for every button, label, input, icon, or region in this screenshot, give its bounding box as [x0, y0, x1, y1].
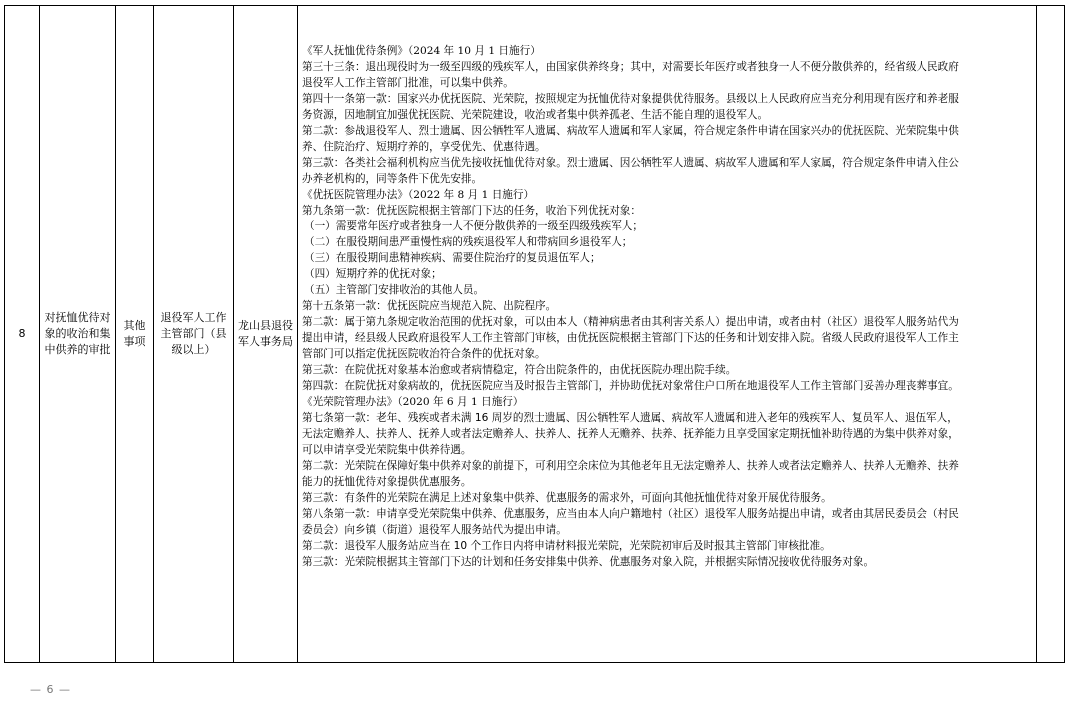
regulation-title: 《光荣院管理办法》（2020 年 6 月 1 日施行） — [302, 395, 524, 408]
office-cell — [234, 6, 298, 663]
regulation-text-line: 第四十一条第一款：国家兴办优抚医院、光荣院，按照规定为抚恤优待对象提供优待服务。县级以上人民政府应当充分利用现有医疗和养老服 — [302, 92, 959, 105]
regulation-text-line: 退役军人工作主管部门批准，可以集中供养。 — [302, 76, 514, 89]
regulation-text-line: 务资源，因地制宜加强优抚医院、光荣院建设，收治或者集中供养孤老、生活不能自理的退役军人。 — [302, 108, 769, 121]
regulation-text-line: 第三款：光荣院根据其主管部门下达的计划和任务安排集中供养、优惠服务对象入院，并根据实际情况接收优待服务对象。 — [302, 555, 875, 568]
regulation-text-line: 养、住院治疗、短期疗养的，享受优先、优惠待遇。 — [302, 140, 546, 153]
regulation-title: 《优抚医院管理办法》（2022 年 8 月 1 日施行） — [302, 188, 535, 201]
regulation-list-item: （四）短期疗养的优抚对象； — [304, 268, 442, 281]
department-cell — [154, 6, 234, 663]
regulation-text-line: 无法定赡养人、扶养人、抚养人或者法定赡养人、扶养人、抚养人无赡养、扶养、抚养能力且享受国家定期抚恤补助待遇的为集中供养对象， — [302, 427, 959, 440]
seq-cell — [5, 6, 40, 663]
responsible-department: 退役军人工作主管部门（县级以上） — [160, 311, 227, 356]
matter-name-cell — [40, 6, 116, 663]
regulation-list-item: （三）在服役期间患精神疾病、需要住院治疗的复员退伍军人； — [304, 252, 601, 265]
regulation-text-line: 能力的抚恤优待对象提供优惠服务。 — [302, 475, 472, 488]
regulation-text-line: 第十五条第一款：优抚医院应当规范入院、出院程序。 — [302, 300, 557, 313]
regulation-text-line: 第三款：有条件的光荣院在满足上述对象集中供养、优惠服务的需求外，可面向其他抚恤优待对象开展优待服务。 — [302, 491, 832, 504]
regulation-text-line: 第八条第一款：申请享受光荣院集中供养、优惠服务，应当由本人向户籍地村（社区）退役军人服务站提出申请，或者由其居民委员会（村民 — [302, 507, 959, 520]
regulation-text-line: 第二款：光荣院在保障好集中供养对象的前提下，可利用空余床位为其他老年且无法定赡养人、扶养人或者法定赡养人、扶养人无赡养、扶养 — [302, 459, 959, 472]
implementing-office: 龙山县退役军人事务局 — [238, 319, 293, 348]
matter-name: 对抚恤优待对象的收治和集中供养的审批 — [44, 311, 111, 356]
regulation-text-line: 第三十三条：退出现役时为一级至四级的残疾军人，由国家供养终身；其中，对需要长年医疗或者独身一人不便分散供养的，经省级人民政府 — [302, 60, 959, 73]
regulation-title: 《军人抚恤优待条例》（2024 年 10 月 1 日施行） — [302, 45, 541, 57]
seq-number: 8 — [18, 327, 26, 340]
regulation-list-item: （二）在服役期间患严重慢性病的残疾退役军人和带病回乡退役军人； — [304, 236, 633, 249]
regulation-text-line: 第九条第一款：优抚医院根据主管部门下达的任务，收治下列优抚对象： — [302, 204, 641, 217]
regulation-text-line: 第二款：参战退役军人、烈士遗属、因公牺牲军人遗属、病故军人遗属和军人家属，符合规定条件申请在国家兴办的优抚医院、光荣院集中供 — [302, 124, 959, 137]
regulation-text-line: 第七条第一款：老年、残疾或者未满 16 周岁的烈士遗属、因公牺牲军人遗属、病故军人遗属和进入老年的残疾军人、复员军人、退伍军人， — [302, 411, 958, 424]
regulation-text-line: 第四款：在院优抚对象病故的，优抚医院应当及时报告主管部门，并协助优抚对象常住户口所在地退役军人工作主管部门妥善办理丧葬事宜。 — [302, 380, 959, 393]
regulation-text-line: 第二款：退役军人服务站应当在 10 个工作日内将申请材料报光荣院，光荣院初审后及时报其主管部门审核批准。 — [302, 539, 831, 552]
matter-category: 其他事项 — [123, 319, 146, 348]
regulation-list-item: （一）需要常年医疗或者独身一人不便分散供养的一级至四级残疾军人； — [304, 220, 643, 233]
regulation-text-line: 第三款：在院优抚对象基本治愈或者病情稳定，符合出院条件的，由优抚医院办理出院手续。 — [302, 364, 737, 377]
regulation-list-item: （五）主管部门安排收治的其他人员。 — [304, 284, 485, 297]
regulation-text-line: 可以申请享受光荣院集中供养待遇。 — [302, 443, 472, 456]
category-cell — [116, 6, 154, 663]
regulation-text-line: 提出申请，经县级人民政府退役军人工作主管部门审核，由优抚医院根据主管部门下达的任务和计划安排入院。省级人民政府退役军人工作主 — [302, 332, 959, 345]
regulation-text-line: 第三款：各类社会福利机构应当优先接收抚恤优待对象。烈士遗属、因公牺牲军人遗属、病故军人遗属和军人家属，符合规定条件申请入住公 — [302, 156, 959, 169]
matters-table — [4, 5, 1065, 663]
regulation-text-line: 办养老机构的，同等条件下优先安排。 — [302, 172, 483, 185]
regulation-text-line: 管部门可以指定优抚医院收治符合条件的优抚对象。 — [302, 348, 546, 361]
regulation-text-line: 委员会）向乡镇（街道）退役军人服务站代为提出申请。 — [302, 523, 567, 536]
table-row — [5, 6, 1065, 663]
regulation-text-line: 第二款：属于第九条规定收治范围的优抚对象，可以由本人（精神病患者由其利害关系人）提出申请，或者由村（社区）退役军人服务站代为 — [302, 316, 959, 329]
page-number: — 6 — — [30, 683, 71, 696]
legal-basis-cell — [298, 6, 1037, 663]
remarks-cell — [1037, 6, 1065, 663]
